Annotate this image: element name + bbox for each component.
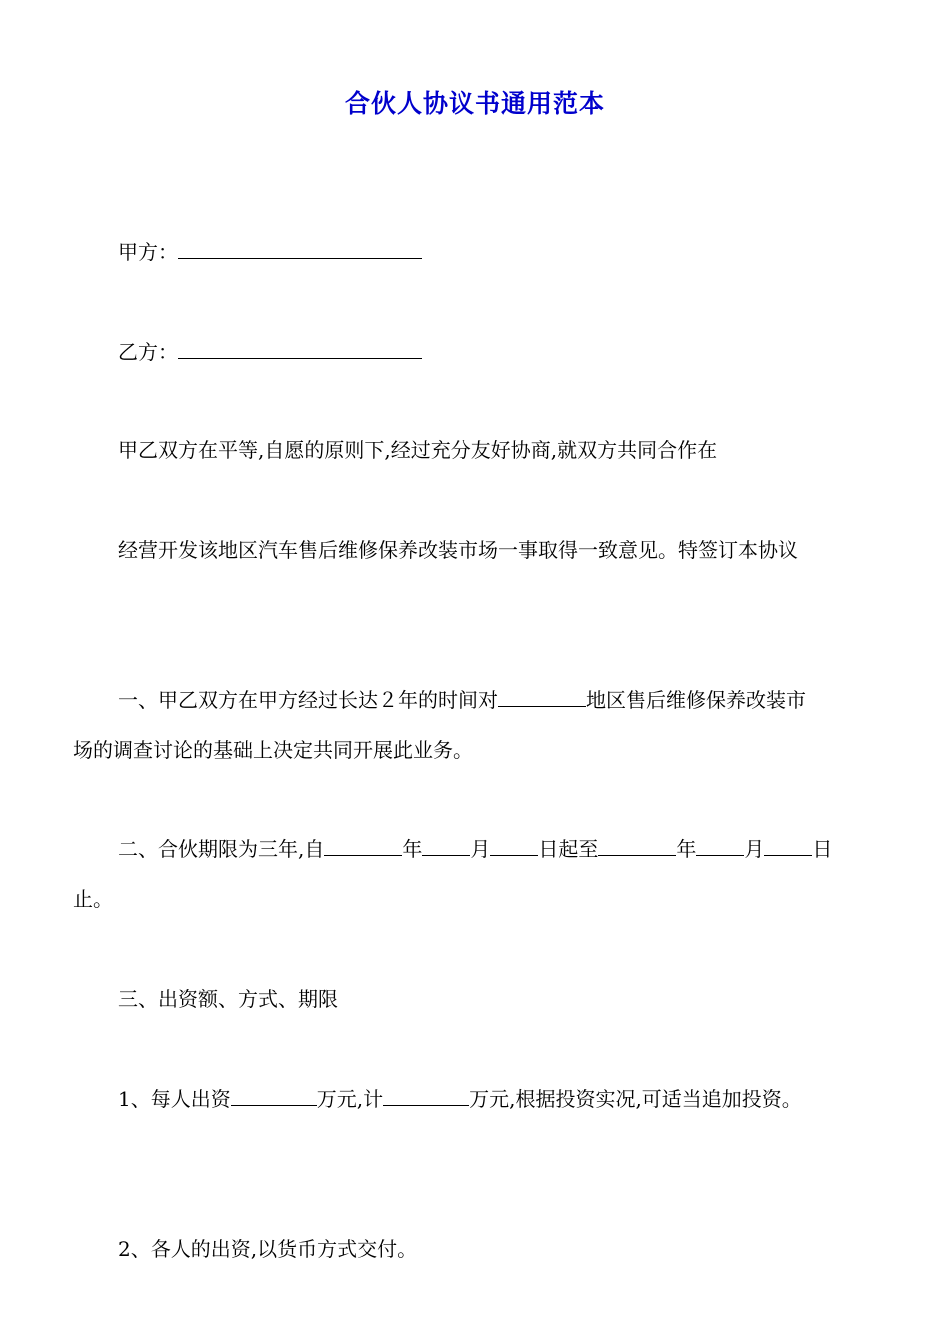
intro-line-1: 甲乙双方在平等,自愿的原则下,经过充分友好协商,就双方共同合作在 [118, 438, 718, 462]
end-year-blank [598, 837, 676, 856]
clause-2-line-2: 止。 [73, 887, 113, 911]
clause-3-heading: 三、出资额、方式、期限 [118, 987, 338, 1011]
clause-1-line-1 [118, 686, 806, 714]
total-amount-blank [383, 1087, 469, 1106]
item-1-line [118, 1085, 802, 1113]
end-month-blank [696, 837, 744, 856]
party-b-label: 乙方： [118, 340, 178, 364]
per-person-amount-blank [231, 1087, 317, 1106]
item-2-line: 2、各人的出资,以货币方式交付。 [118, 1237, 418, 1261]
clause-1-text-b: 地区售后维修保养改装市 [586, 688, 806, 712]
item-1-text-b: 万元,计 [316, 1087, 384, 1111]
start-day-label: 日起至 [538, 837, 599, 861]
end-day-blank [764, 837, 812, 856]
start-month-label: 月 [470, 837, 491, 861]
clause-1-text-a: 一、甲乙双方在甲方经过长达２年的时间对 [118, 688, 498, 712]
party-a-blank [178, 240, 422, 259]
clause-1-region-blank [498, 688, 586, 707]
clause-1-line-2: 场的调查讨论的基础上决定共同开展此业务。 [73, 738, 473, 762]
party-b-blank [178, 340, 422, 359]
start-year-label: 年 [402, 837, 423, 861]
end-day-label: 日 [812, 837, 833, 861]
intro-line-2: 经营开发该地区汽车售后维修保养改装市场一事取得一致意见。特签订本协议 [118, 538, 798, 562]
start-month-blank [422, 837, 470, 856]
start-year-blank [324, 837, 402, 856]
party-a-line [118, 238, 422, 266]
end-month-label: 月 [744, 837, 765, 861]
clause-2-text: 二、合伙期限为三年,自 [118, 837, 325, 861]
item-1-text-c: 万元,根据投资实况,可适当追加投资。 [469, 1087, 802, 1111]
clause-2-line-1 [118, 835, 832, 863]
party-a-label: 甲方： [118, 240, 178, 264]
document-title: 合伙人协议书通用范本 [344, 89, 605, 118]
end-year-label: 年 [676, 837, 697, 861]
start-day-blank [490, 837, 538, 856]
item-1-text-a: 1、每人出资 [118, 1087, 231, 1111]
party-b-line [118, 338, 422, 366]
